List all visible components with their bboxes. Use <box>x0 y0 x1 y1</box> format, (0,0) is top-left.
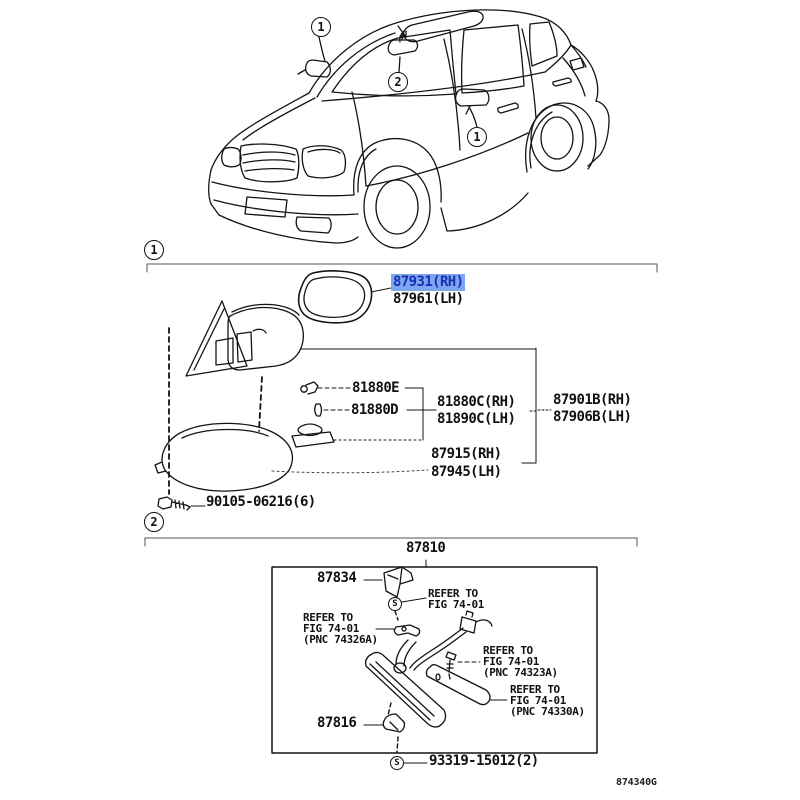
ref-bottom-line1: REFER TO <box>510 683 560 696</box>
part-label-inner-mirror-assy[interactable]: 87810 <box>406 540 446 556</box>
diagram-code: 874340G <box>616 777 657 788</box>
section2-marker: 2 <box>144 512 164 532</box>
part-label-cover-rh[interactable]: 87915(RH) <box>431 446 502 462</box>
ref-bottom-line3: (PNC 74330A) <box>510 705 585 718</box>
callout-1-door-mirror: 1 <box>467 127 487 147</box>
part-label-pin[interactable]: 81880D <box>351 402 398 418</box>
screw-symbol-top: S <box>388 597 402 611</box>
part-label-bracket[interactable]: 87834 <box>317 570 357 586</box>
callout-2-inner-mirror: 2 <box>388 72 408 92</box>
part-label-inner-screw[interactable]: 93319-15012(2) <box>429 753 539 769</box>
part-label-mirror-glass-lh[interactable]: 87961(LH) <box>393 291 464 307</box>
ref-top-line2: FIG 74-01 <box>428 598 485 611</box>
part-label-assembly-lh[interactable]: 87906B(LH) <box>553 409 632 425</box>
part-label-assembly-rh[interactable]: 87901B(RH) <box>553 392 632 408</box>
part-label-mirror-glass-rh[interactable] <box>391 275 465 290</box>
section2-art <box>145 538 637 763</box>
ref-top-line1: REFER TO <box>428 587 478 600</box>
ref-left-line2: FIG 74-01 <box>303 622 360 635</box>
part-label-cover-lh[interactable]: 87945(LH) <box>431 464 502 480</box>
ref-mid-line3: (PNC 74323A) <box>483 666 558 679</box>
part-label-holder-rh[interactable]: 81880C(RH) <box>437 394 516 410</box>
ref-mid-line2: FIG 74-01 <box>483 655 540 668</box>
ref-bottom-line2: FIG 74-01 <box>510 694 567 707</box>
part-label-button[interactable]: 87816 <box>317 715 357 731</box>
part-label-clip[interactable]: 81880E <box>352 380 399 396</box>
callout-1-front-glass: 1 <box>311 17 331 37</box>
part-label-mirror-screw[interactable]: 90105-06216(6) <box>206 494 316 510</box>
highlighted-part-label[interactable]: 87931(RH) <box>393 274 464 290</box>
car-illustration <box>209 10 609 248</box>
ref-left-line1: REFER TO <box>303 611 353 624</box>
section1-marker: 1 <box>144 240 164 260</box>
screw-symbol-bottom: S <box>390 756 404 770</box>
ref-mid-line1: REFER TO <box>483 644 533 657</box>
part-label-holder-lh[interactable]: 81890C(LH) <box>437 411 516 427</box>
ref-left-line3: (PNC 74326A) <box>303 633 378 646</box>
